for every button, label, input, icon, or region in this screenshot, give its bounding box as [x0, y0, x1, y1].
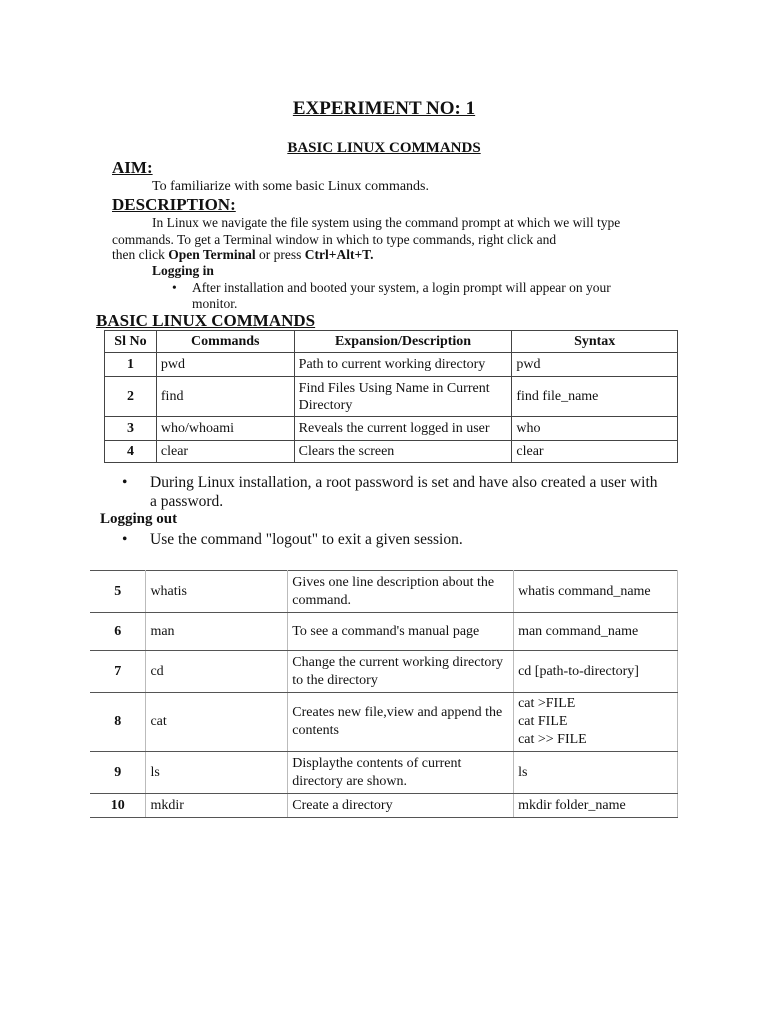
- table-header-row: [105, 331, 678, 353]
- aim-heading: AIM:: [112, 158, 153, 177]
- row-syntax: ls: [514, 752, 678, 794]
- logout-bullet: [122, 530, 463, 549]
- table-row: [105, 353, 678, 377]
- header-sl-no: Sl No: [105, 331, 157, 353]
- description-line-3-mid: or press: [255, 247, 305, 262]
- row-description: Creates new file,view and append the contents: [288, 693, 514, 752]
- header-description: Expansion/Description: [294, 331, 512, 353]
- row-command: cd: [146, 651, 288, 693]
- row-syntax: clear: [512, 441, 678, 463]
- row-syntax: pwd: [512, 353, 678, 377]
- open-terminal-text: Open Terminal: [168, 247, 256, 262]
- table-row: [105, 441, 678, 463]
- bullet-icon: •: [172, 280, 177, 295]
- row-command: pwd: [156, 353, 294, 377]
- root-password-text-2: a password.: [150, 493, 224, 510]
- table-row: [90, 571, 678, 613]
- login-bullet-text-2: monitor.: [192, 296, 238, 311]
- login-bullet: [172, 279, 611, 296]
- table-row: [90, 794, 678, 818]
- row-syntax: mkdir folder_name: [514, 794, 678, 818]
- commands-table-1: [104, 330, 678, 463]
- table-row: [90, 651, 678, 693]
- table-row: [90, 693, 678, 752]
- row-command: man: [146, 613, 288, 651]
- row-syntax: whatis command_name: [514, 571, 678, 613]
- row-command: who/whoami: [156, 417, 294, 441]
- logout-bullet-text: Use the command "logout" to exit a given session.: [150, 531, 463, 548]
- row-number: 7: [90, 651, 146, 693]
- bullet-icon: •: [122, 531, 128, 548]
- row-description: Find Files Using Name in Current Directory: [294, 377, 512, 417]
- table-row: [90, 613, 678, 651]
- login-bullet-text-1: After installation and booted your system, a login prompt will appear on your: [192, 280, 611, 295]
- page-subtitle: BASIC LINUX COMMANDS: [287, 140, 481, 156]
- row-description: Displaythe contents of current directory are shown.: [288, 752, 514, 794]
- row-description: Reveals the current logged in user: [294, 417, 512, 441]
- description-heading: DESCRIPTION:: [112, 195, 236, 214]
- root-password-text-1: During Linux installation, a root password is set and have also created a user with: [150, 474, 658, 491]
- table-row: [105, 377, 678, 417]
- logging-in-label: Logging in: [152, 263, 214, 278]
- commands-heading: BASIC LINUX COMMANDS: [96, 311, 316, 330]
- row-number: 5: [90, 571, 146, 613]
- bullet-icon: •: [122, 474, 128, 491]
- row-number: 1: [105, 353, 157, 377]
- root-password-bullet: [122, 473, 658, 492]
- row-number: 9: [90, 752, 146, 794]
- shortcut-text: Ctrl+Alt+T.: [304, 247, 374, 262]
- description-line-3-prefix: then click: [112, 247, 169, 262]
- row-command: clear: [156, 441, 294, 463]
- row-command: whatis: [146, 571, 288, 613]
- description-line-2: commands. To get a Terminal window in which to type commands, right click and: [112, 232, 557, 247]
- header-syntax: Syntax: [512, 331, 678, 353]
- row-syntax: man command_name: [514, 613, 678, 651]
- row-syntax: cat >FILE cat FILE cat >> FILE: [514, 693, 678, 752]
- row-description: Gives one line description about the command.: [288, 571, 514, 613]
- row-description: Create a directory: [288, 794, 514, 818]
- aim-text: To familiarize with some basic Linux commands.: [152, 179, 430, 194]
- row-number: 6: [90, 613, 146, 651]
- row-syntax: who: [512, 417, 678, 441]
- table-row: [105, 417, 678, 441]
- row-command: find: [156, 377, 294, 417]
- row-number: 10: [90, 794, 146, 818]
- row-syntax: find file_name: [512, 377, 678, 417]
- row-description: Clears the screen: [294, 441, 512, 463]
- row-number: 3: [105, 417, 157, 441]
- row-number: 2: [105, 377, 157, 417]
- description-line-1: In Linux we navigate the file system using the command prompt at which we will type: [152, 215, 621, 230]
- row-number: 8: [90, 693, 146, 752]
- row-syntax: cd [path-to-directory]: [514, 651, 678, 693]
- page-title: EXPERIMENT NO: 1: [292, 98, 476, 119]
- row-description: Change the current working directory to the directory: [288, 651, 514, 693]
- commands-table-2: [90, 570, 678, 818]
- table-row: [90, 752, 678, 794]
- row-description: Path to current working directory: [294, 353, 512, 377]
- row-command: ls: [146, 752, 288, 794]
- header-commands: Commands: [156, 331, 294, 353]
- row-number: 4: [105, 441, 157, 463]
- description-line-3: [112, 246, 374, 263]
- row-command: cat: [146, 693, 288, 752]
- logging-out-label: Logging out: [100, 511, 178, 527]
- row-description: To see a command's manual page: [288, 613, 514, 651]
- row-command: mkdir: [146, 794, 288, 818]
